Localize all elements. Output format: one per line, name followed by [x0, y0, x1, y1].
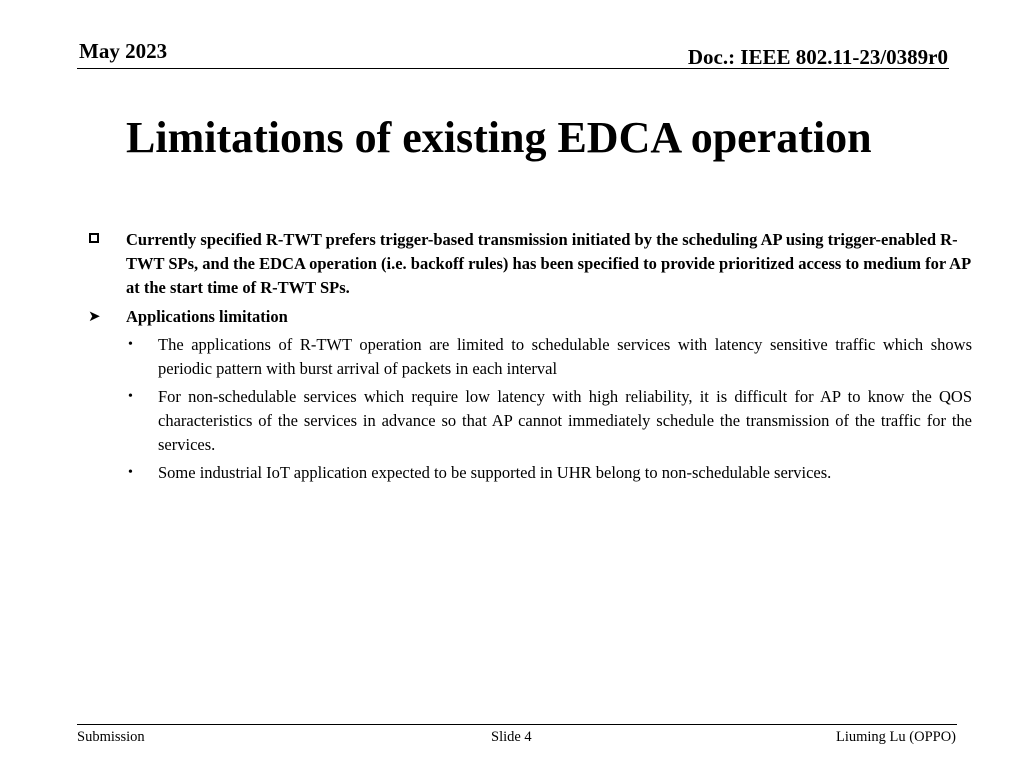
sub-bullet-text: The applications of R-TWT operation are limited to schedulable services with latency sensitive traffic which shows periodic pattern with burst arrival of packets in each interval: [158, 335, 972, 378]
bullet-point-applications: [88, 305, 972, 329]
footer-slide-number: Slide 4: [491, 729, 532, 745]
slide-title: Limitations of existing EDCA operation: [126, 113, 872, 162]
footer-author: Liuming Lu (OPPO): [835, 729, 956, 745]
header-divider: [77, 68, 949, 69]
dot-bullet-icon: •: [128, 337, 133, 352]
arrow-bullet-icon: ➤: [88, 309, 101, 325]
slide-body: [0, 228, 1024, 489]
bullet-text: Applications limitation: [126, 307, 288, 326]
bullet-text: Currently specified R-TWT prefers trigger-based transmission initiated by the scheduling AP using trigger-enabled R-TWT SPs, and the EDCA operation (i.e. backoff rules) has been specified to provide prioritized access to medium for AP at the start time of R-TWT SPs.: [126, 230, 971, 297]
footer-divider: [77, 724, 957, 725]
dot-bullet-icon: •: [128, 389, 133, 404]
header-doc-id: Doc.: IEEE 802.11-23/0389r0: [687, 45, 948, 69]
sub-bullet-iot: [128, 461, 972, 485]
sub-bullet-schedulable: [128, 333, 972, 381]
square-bullet-icon: [89, 233, 99, 243]
dot-bullet-icon: •: [128, 465, 133, 480]
sub-bullet-text: Some industrial IoT application expected to be supported in UHR belong to non-schedulable services.: [158, 463, 832, 482]
header-date: May 2023: [79, 39, 168, 63]
footer-submission: Submission: [77, 729, 145, 745]
sub-bullet-text: For non-schedulable services which require low latency with high reliability, it is difficult for AP to know the QOS characteristics of the services in advance so that AP cannot immediately schedule the transmission of the traffic for the services.: [158, 387, 972, 454]
bullet-point-rtwt: [126, 228, 972, 300]
sub-bullet-non-schedulable: [128, 385, 972, 457]
